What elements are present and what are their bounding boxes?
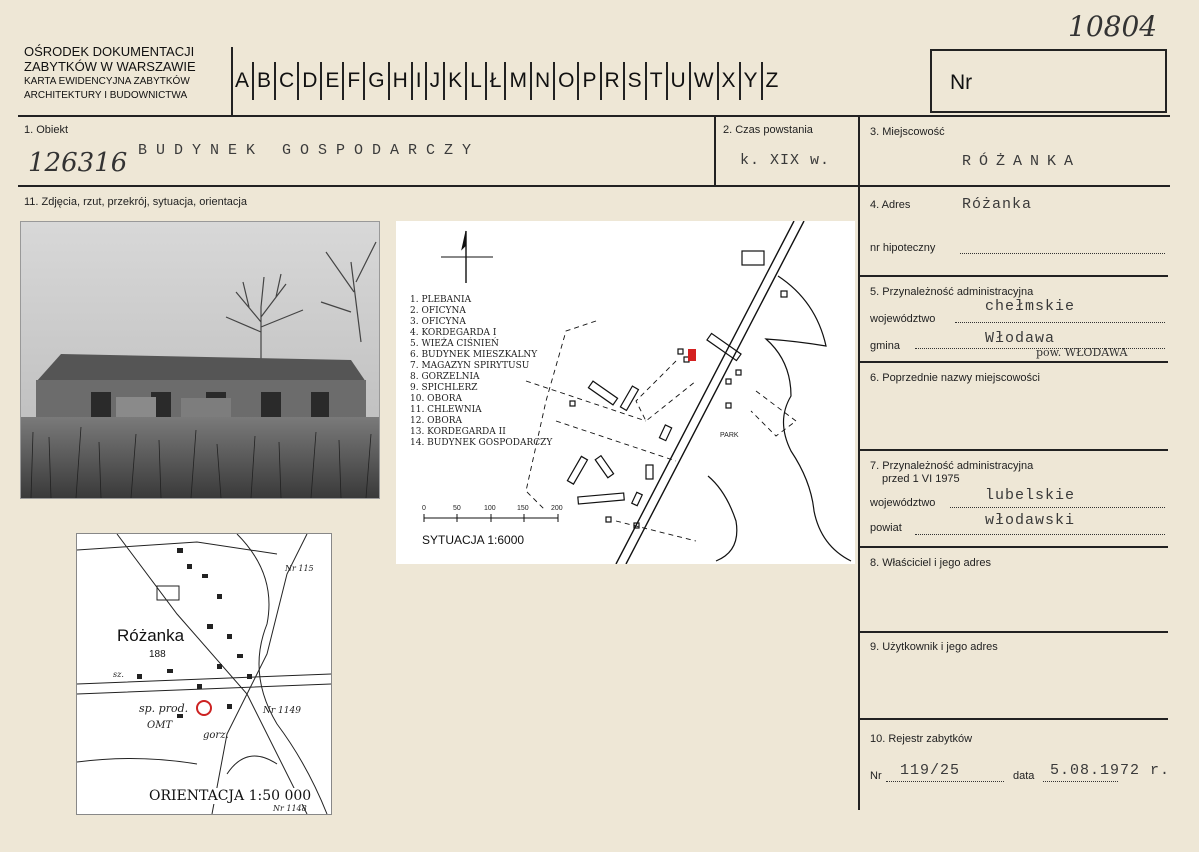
miejscowosc-label: 3. Miejscowość [870,126,945,138]
index-letter: A [232,62,254,100]
przed1975-label-2: przed 1 VI 1975 [882,473,960,485]
index-letter: S [625,62,647,100]
nr-label: Nr [950,71,973,94]
line-right-7 [858,546,1168,548]
legend-item: 11. CHLEWNIA [410,405,482,415]
line-row1-bottom [18,185,1170,187]
institution-header [24,44,196,102]
uzytkownik-label: 9. Użytkownik i jego adres [870,641,998,653]
rejestr-data-line [1043,781,1118,782]
park-label: PARK [720,432,739,439]
legend-item: 1. PLEBANIA [410,295,472,305]
scale-tick: 100 [484,505,496,512]
legend-item: 4. KORDEGARDA I [410,328,497,338]
legend-item: 13. KORDEGARDA II [410,427,506,437]
topo-elevation: 188 [149,649,166,660]
legend-item: 8. GORZELNIA [410,372,480,382]
rejestr-label: 10. Rejestr zabytków [870,733,973,745]
powiat-line [915,534,1165,535]
powiat-label: powiat [870,522,902,534]
adres-value: Różanka [962,196,1033,213]
wojewodztwo-line [955,322,1165,323]
scale-tick: 200 [551,505,563,512]
index-letter: G [365,62,389,100]
index-letter: W [691,62,719,100]
line-right-5 [858,361,1168,363]
wojewodztwo-value: chełmskie [985,298,1076,315]
hipoteczny-line [960,253,1165,254]
legend-item: 6. BUDYNEK MIESZKALNY [410,350,538,360]
orientation-caption: ORIENTACJA 1:50 000 [149,788,312,804]
nr-box [930,49,1167,113]
zdjecia-label: 11. Zdjęcia, rzut, przekrój, sytuacja, orientacja [24,196,247,208]
scale-tick: 50 [453,505,461,512]
institution-line-3: KARTA EWIDENCYJNA ZABYTKÓW [24,76,190,87]
topo-label-omt: OMT [147,720,173,731]
building-photo [20,221,380,499]
topo-label-sz: sz. [113,670,124,679]
legend-item: 3. OFICYNA [410,317,466,327]
institution-line-1: OŚRODEK DOKUMENTACJI [24,44,195,59]
photo-image [21,222,379,498]
obiekt-label: 1. Obiekt [24,124,69,136]
rejestr-data-label: data [1013,770,1035,782]
index-letter: N [532,62,555,100]
poprzednie-label: 6. Poprzednie nazwy miejscowości [870,372,1040,384]
index-letter: Y [741,62,763,100]
situation-legend [410,295,552,449]
index-letter: T [647,62,668,100]
legend-item: 10. OBORA [410,394,462,404]
index-letter: L [467,62,487,100]
topo-label-nr1148: Nr 1148 [273,804,307,813]
gmina-label: gmina [870,340,900,352]
czas-value: k. XIX w. [740,152,831,169]
przynaleznosc-label: 5. Przynależność administracyjna [870,286,1034,298]
topo-label-gorz: gorz. [203,730,229,741]
north-arrow-icon [441,231,493,283]
topo-label-nr1149: Nr 1149 [263,706,301,716]
index-letter: F [344,62,365,100]
topo-place-name: Różanka [117,626,185,645]
index-letter: B [254,62,276,100]
institution-line-4: ARCHITEKTURY I BUDOWNICTWA [24,90,188,101]
legend-item: 14. BUDYNEK GOSPODARCZY [410,438,553,448]
situation-caption: SYTUACJA 1:6000 [422,533,525,547]
index-letter: H [390,62,413,100]
przed1975-label-1: 7. Przynależność administracyjna [870,460,1034,472]
miejscowosc-value: RÓŻANKA [962,153,1082,170]
adres-label: 4. Adres [870,199,911,211]
index-letter: J [427,62,446,100]
hipoteczny-label: nr hipoteczny [870,242,936,254]
legend-item: 2. OFICYNA [410,306,466,316]
scale-tick: 0 [422,505,426,512]
rejestr-nr-line [886,781,1004,782]
przed1975-wojewodztwo-label: województwo [870,497,936,509]
alphabet-index [232,47,929,115]
legend-item: 7. MAGAZYN SPIRYTUSU [410,361,530,371]
rejestr-nr-value: 119/25 [900,762,961,779]
przed1975-wojewodztwo-value: lubelskie [985,487,1076,504]
index-letter: O [555,62,579,100]
scale-bar [424,514,558,522]
line-col-right [858,115,860,810]
highlighted-building [688,349,696,361]
legend-item: 12. OBORA [410,416,462,426]
scale-ticks [416,505,566,515]
index-letter: D [299,62,322,100]
przed1975-wojewodztwo-line [950,507,1165,508]
orientation-map [76,533,332,815]
index-letter: C [276,62,299,100]
legend-item: 5. WIEŻA CIŚNIEŃ [410,339,499,349]
line-header-bottom [18,115,1170,117]
index-letter: I [413,62,427,100]
czas-label: 2. Czas powstania [723,124,813,136]
situation-plan [396,221,855,564]
powiat-value: włodawski [985,512,1076,529]
index-letter: U [668,62,691,100]
line-right-6 [858,449,1168,451]
legend-item: 9. SPICHLERZ [410,383,478,393]
index-letter: E [322,62,344,100]
index-letter: X [719,62,741,100]
handwritten-number: 10804 [1068,10,1158,43]
wojewodztwo-label: województwo [870,313,936,325]
index-letter: Z [765,69,779,92]
handwritten-code: 126316 [28,148,128,178]
wlasciciel-label: 8. Właściciel i jego adres [870,557,992,569]
rejestr-nr-label: Nr [870,770,882,782]
line-right-8 [858,631,1168,633]
index-letter: M [506,62,532,100]
index-letter: P [579,62,601,100]
obiekt-value: BUDYNEK GOSPODARCZY [138,142,481,159]
index-letter: R [602,62,625,100]
institution-line-2: ZABYTKÓW W WARSZAWIE [24,59,196,74]
rejestr-data-value: 5.08.1972 r. [1050,762,1171,779]
gmina-value: Włodawa [985,330,1056,347]
line-right-4 [858,275,1168,277]
index-letter: K [445,62,467,100]
topo-label-sp-prod: sp. prod. [139,702,189,715]
topo-label-nr115: Nr 115 [285,564,314,573]
line-col-czas [714,115,716,187]
line-right-9 [858,718,1168,720]
scale-tick: 150 [517,505,529,512]
index-letter: Ł [487,62,507,100]
gmina-note: pow. WŁODAWA [1036,346,1128,359]
gmina-line [915,348,1165,349]
